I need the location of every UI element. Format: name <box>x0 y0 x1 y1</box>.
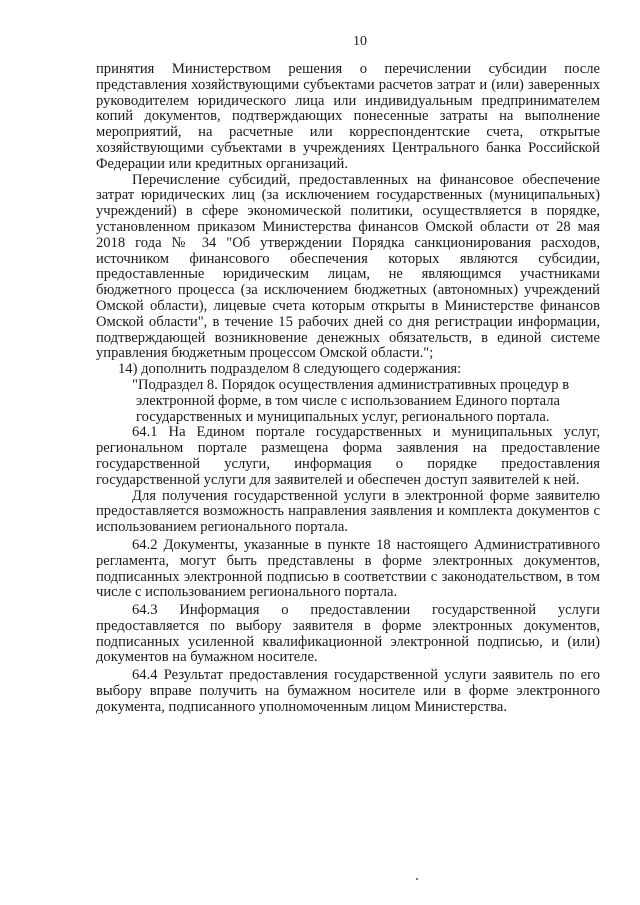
subsection-heading-line: государственных и муниципальных услуг, регионального портала. <box>136 408 550 425</box>
paragraph-amendment-14: 14) дополнить подразделом 8 следующего содержания: <box>118 361 462 378</box>
paragraph-subsidy-transfer: Перечисление субсидий, предоставленных на финансовое обеспечение затрат юридических лиц (за исключением государственных (муниципальных) учреждений) в сфере экономической политики, осуществляется в порядке, установленном приказом Министерства финансов Омской области от 28 мая 2018 года № 34 "Об утверждении Порядка санкционирования расходов, источником финансового обеспечения которых являются субсидии, предоставленные юридическим лицам, не являющимся участниками бюджетного процесса (за исключением бюджетных (автономных) учреждений Омской области), лицевые счета которым открыты в Министерстве финансов Омской области", в течение 15 рабочих дней со дня регистрации информации, подтверждающей возникновение денежных обязательств, в единой системе управления бюджетным процессом Омской области."; <box>96 171 600 362</box>
subsection-heading-line: "Подраздел 8. Порядок осуществления административных процедур в <box>132 376 570 393</box>
paragraph-64-3: 64.3 Информация о предоставлении государственной услуги предоставляется по выбору заявителя в форме электронных документов, подписанных усиленной квалификационной электронной подписью, и (или) документов на бумажном носителе. <box>96 602 600 666</box>
paragraph-64-1: 64.1 На Едином портале государственных и муниципальных услуг, региональном портале размещена форма заявления на предоставление государственной услуги, информация о порядке предоставления государственной услуги для заявителей и обеспечен доступ заявителей к ней. <box>96 424 600 488</box>
page-number: 10 <box>353 34 367 49</box>
subsection-8-heading <box>132 376 600 425</box>
subsection-heading-line: электронной форме, в том числе с использованием Единого портала <box>136 392 561 409</box>
paragraph-64-2: 64.2 Документы, указанные в пункте 18 настоящего Административного регламента, могут быть представлены в форме электронных документов, подписанных электронной подписью в соответствии с законодательством, в том числе с использованием регионального портала. <box>96 536 600 601</box>
paragraph-electronic-request: Для получения государственной услуги в электронной форме заявителю предоставляется возможность направления заявления и комплекта документов с использованием регионального портала. <box>96 487 600 536</box>
scan-speck <box>416 878 418 880</box>
paragraph-subsidy-decision: принятия Министерством решения о перечислении субсидии после представления хозяйствующими субъектами расчетов затрат и (или) заверенных руководителем юридического лица или индивидуальным предпринимателем копий документов, подтверждающих понесенные затраты на выполнение мероприятий, на расчетные или корреспондентские счета, открытые хозяйствующими субъектами в учреждениях Центрального банка Российской Федерации или кредитных организаций. <box>96 61 600 172</box>
paragraph-64-4: 64.4 Результат предоставления государственной услуги заявитель по его выбору вправе получить на бумажном носителе или в форме электронного документа, подписанного уполномоченным лицом Министерства. <box>96 667 600 715</box>
